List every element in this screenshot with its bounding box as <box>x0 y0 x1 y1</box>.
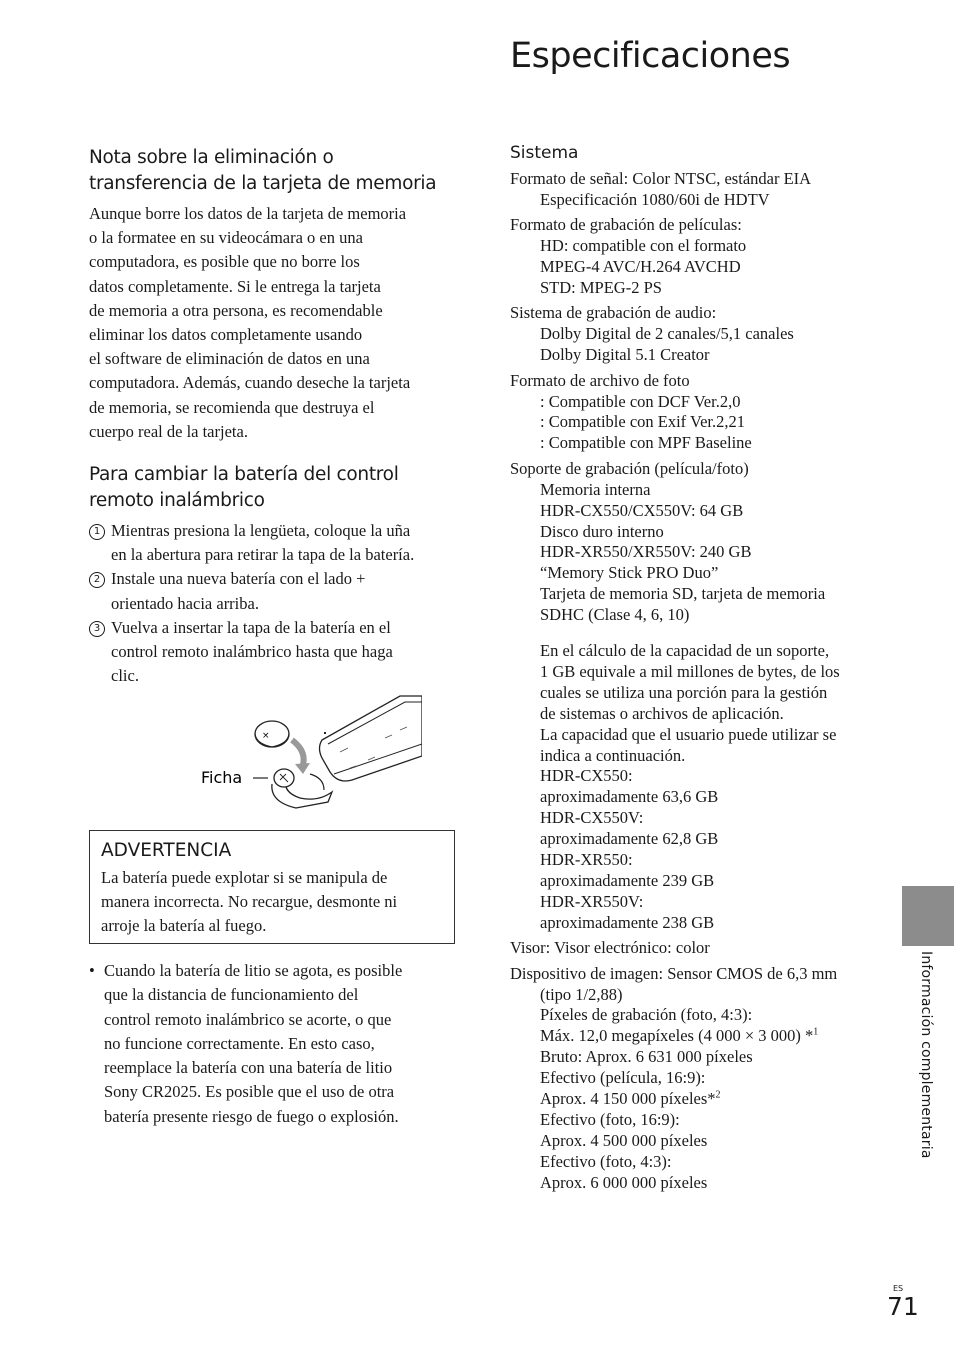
footnote-marker: 1 <box>813 1026 819 1038</box>
page-title: Especificaciones <box>510 36 791 76</box>
battery-tray-icon <box>272 769 332 808</box>
memory-card-heading: Nota sobre la eliminación o transferencia de la tarjeta de memoria <box>89 147 437 194</box>
specifications-column <box>510 142 880 1198</box>
side-section-label: Información complementaria <box>918 951 934 1159</box>
list-item: • Cuando la batería de litio se agota, es posible que la distancia de funcionamiento del control remoto inalámbrico se acorte, o que no funcione correctamente. En esto caso, reemplace la batería con una batería de litio Sony CR2025. Es posible que el uso de otra batería presente riesgo de fuego o explosión. <box>89 959 454 1129</box>
step-number-badge: 1 <box>89 524 105 540</box>
memory-card-section <box>89 145 454 444</box>
arrow-head-icon <box>295 763 310 774</box>
battery-steps-list <box>89 519 454 688</box>
battery-change-heading: Para cambiar la batería del control remoto inalámbrico <box>89 464 399 511</box>
svg-text:×: × <box>262 731 270 741</box>
footnote-marker: 2 <box>715 1089 721 1101</box>
remote-control-icon <box>320 696 423 781</box>
list-item: 3 Vuelva a insertar la tapa de la batería en el control remoto inalámbrico hasta que haga clic. <box>89 616 454 689</box>
sistema-heading: Sistema <box>510 143 579 163</box>
language-code: ES <box>893 1284 904 1293</box>
step-number-badge: 2 <box>89 572 105 588</box>
spec-audio-format: Sistema de grabación de audio: Dolby Digital de 2 canales/5,1 canales Dolby Digital 5.1 Creator <box>510 303 794 365</box>
spec-photo-format: Formato de archivo de foto : Compatible con DCF Ver.2,0 : Compatible con Exif Ver.2,21 : Compatible con MPF Baseline <box>510 370 752 453</box>
spec-image-device: Dispositivo de imagen: Sensor CMOS de 6,3 mm (tipo 1/2,88) Píxeles de grabación (foto, 4:3): Máx. 12,0 megapíxeles (4 000 × 3 000) *$^1$ Bruto: Aprox. 6 631 000 píxeles Efectivo (película, 16:9): Aprox. 4 150 000 píxeles*$^2$ Efectivo (foto, 16:9): Aprox. 4 500 000 píxeles Efectivo (foto, 4:3): Aprox. 6 000 000 píxeles <box>510 963 838 1192</box>
list-item: 1 Mientras presiona la lengüeta, coloque la uña en la abertura para retirar la tapa de la batería. <box>89 519 454 567</box>
spec-recording-media: Soporte de grabación (película/foto) Memoria interna HDR-CX550/CX550V: 64 GB Disco duro interno HDR-XR550/XR550V: 240 GB “Memory Stick PRO Duo” Tarjeta de memoria SD, tarjeta de memoria SDHC (Clase 4, 6, 10) En el cálculo de la capacidad de un soporte, 1 GB equivale a mil millones de bytes, de los cuales se utiliza una porción para la gestión de sistemas o archivos de aplicación. La capacidad que el usuario puede utilizar se indica a continuación. HDR-CX550: aproximadamente 63,6 GB HDR-CX550V: aproximadamente 62,8 GB HDR-XR550: aproximadamente 239 GB HDR-XR550V: aproximadamente 238 GB <box>510 458 840 932</box>
spec-movie-format: Formato de grabación de películas: HD: compatible con el formato MPEG-4 AVC/H.264 AVCHD STD: MPEG-2 PS <box>510 215 747 298</box>
remote-battery-illustration <box>200 694 422 812</box>
spec-signal-format: Formato de señal: Color NTSC, estándar EIA Especificación 1080/60i de HDTV <box>510 169 812 209</box>
battery-change-section <box>89 462 454 688</box>
spec-viewfinder: Visor: Visor electrónico: color <box>510 938 710 958</box>
step-number-badge: 3 <box>89 621 105 637</box>
lithium-battery-note <box>89 959 454 1129</box>
bullet-list <box>89 959 454 1129</box>
warning-title: ADVERTENCIA <box>101 840 232 861</box>
warning-box <box>89 830 455 944</box>
section-tab-marker <box>902 886 954 946</box>
ficha-label: Ficha <box>201 768 243 787</box>
warning-text: La batería puede explotar si se manipula de manera incorrecta. No recargue, desmonte ni arroje la batería al fuego. <box>101 868 398 935</box>
memory-card-paragraph: Aunque borre los datos de la tarjeta de memoria o la formatee en su videocámara o en una computadora, es posible que no borre los datos completamente. Si le entrega la tarjeta de memoria a otra persona, es recomendable eliminar los datos completamente usando el software de eliminación de datos en una computadora. Además, cuando deseche la tarjeta de memoria, se recomienda que destruya el cuerpo real de la tarjeta. <box>89 204 411 441</box>
page-number: 71 <box>887 1292 919 1321</box>
list-item: 2 Instale una nueva batería con el lado + orientado hacia arriba. <box>89 567 454 615</box>
coin-battery-icon <box>255 721 289 747</box>
